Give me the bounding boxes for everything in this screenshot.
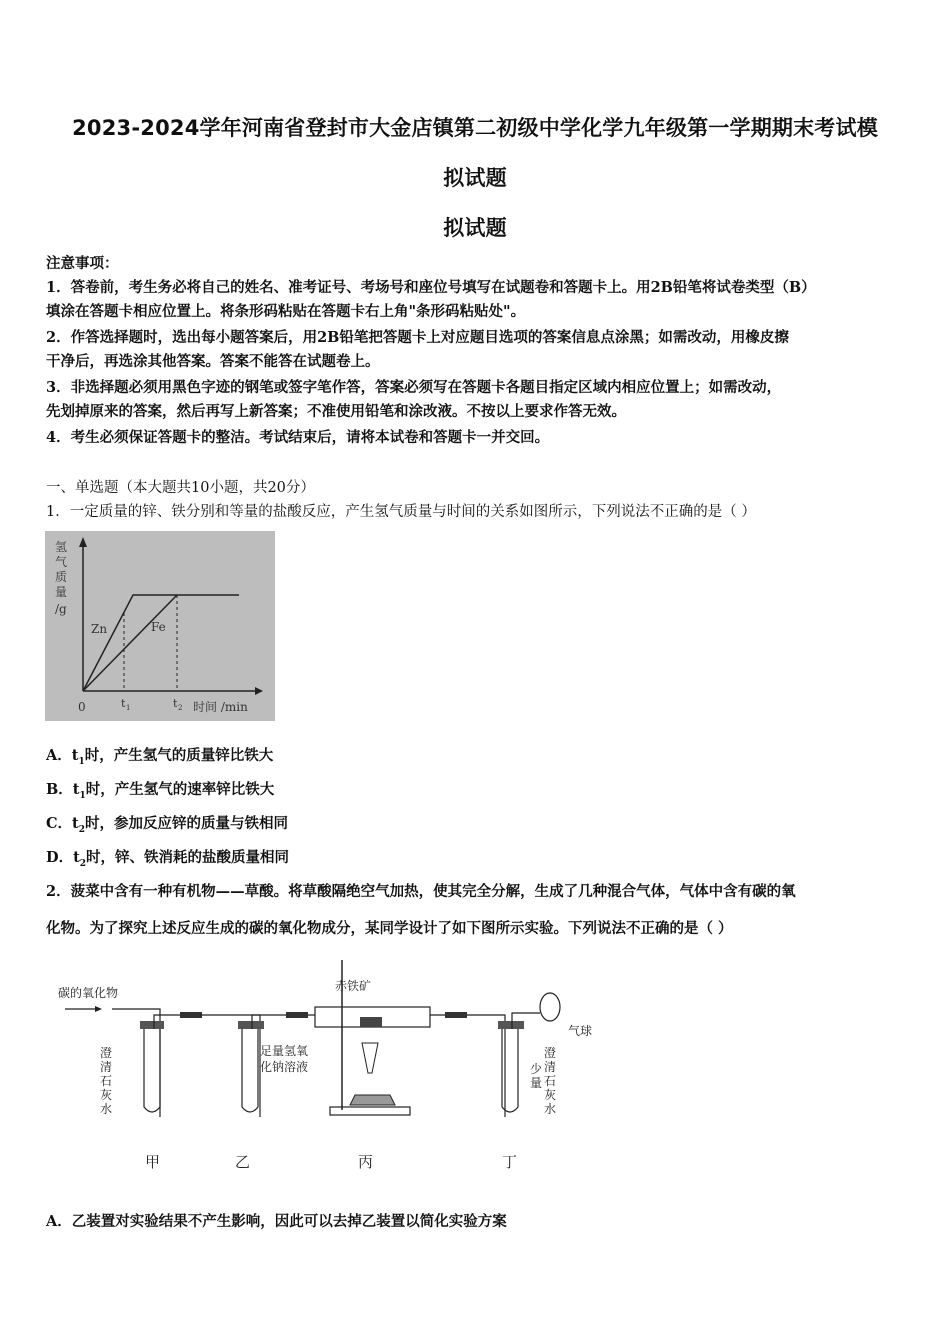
- option-subscript: 1: [79, 790, 86, 801]
- notice-line: 4．考生必须保证答题卡的整洁。考试结束后，请将本试卷和答题卡一并交回。: [46, 429, 550, 446]
- lamp-flame-cover: [362, 1043, 378, 1073]
- question-2-stem-line-1: 2．菠菜中含有一种有机物——草酸。将草酸隔绝空气加热，使其完全分解，生成了几种混合气体，气体中含有碳的氧: [46, 883, 796, 900]
- option-text: 时，参加反应锌的质量与铁相同: [85, 815, 289, 832]
- liquid-label-char: 澄: [100, 1046, 113, 1060]
- graph-svg: [45, 531, 275, 721]
- rubber-connector: [445, 1012, 467, 1018]
- zn-label: Zn: [91, 622, 108, 636]
- exam-title-line-2: 拟试题: [443, 166, 507, 190]
- balloon: [540, 993, 560, 1021]
- rubber-connector: [180, 1012, 202, 1018]
- liquid-label-char: 澄: [544, 1046, 557, 1060]
- option-text: 时，产生氢气的质量锌比铁大: [84, 747, 274, 764]
- yi-stopper: [238, 1021, 264, 1029]
- q1-option-d: [46, 846, 289, 869]
- hydrogen-mass-graph: [45, 531, 275, 721]
- zn-line: [83, 595, 239, 691]
- notice-line: 填涂在答题卡相应位置上。将条形码粘贴在答题卡右上角"条形码粘贴处"。: [46, 303, 526, 320]
- option-text: 时，产生氢气的速率锌比铁大: [85, 781, 275, 798]
- iron-ore-sample: [360, 1017, 382, 1027]
- liquid-label-char: 灰: [544, 1088, 557, 1102]
- t1-subscript: 1: [126, 704, 131, 712]
- fe-line: [83, 595, 177, 691]
- liquid-label-char: 灰: [100, 1088, 113, 1102]
- ding-stopper: [498, 1021, 524, 1029]
- yi-inlet-tube: [200, 1015, 260, 1117]
- rubber-connector: [286, 1012, 308, 1018]
- option-subscript: 2: [79, 858, 87, 869]
- notice-line: 2．作答选择题时，选出每小题答案后，用2B铅笔把答题卡上对应题目选项的答案信息点涂黑；如需改动，用橡皮擦: [46, 329, 789, 346]
- alcohol-lamp: [350, 1095, 395, 1105]
- exam-title-line-1: 2023-2024学年河南省登封市大金店镇第二初级中学化学九年级第一学期期末考试模: [72, 116, 878, 140]
- liquid-label-char: 清: [544, 1060, 557, 1074]
- apparatus-svg: [50, 945, 610, 1175]
- y-axis-arrow: [79, 537, 87, 547]
- liquid-label-char: 水: [100, 1102, 113, 1116]
- notice-line: 1．答卷前，考生务必将自己的姓名、准考证号、考场号和座位号填写在试题卷和答题卡上。用2B铅笔将试卷类型（B）: [46, 279, 816, 296]
- option-prefix: D．t: [46, 849, 80, 866]
- apparatus-label-ding: 丁: [502, 1153, 518, 1171]
- option-text: 时，锌、铁消耗的盐酸质量相同: [86, 849, 290, 866]
- jia-test-tube: [144, 1029, 160, 1112]
- yi-liquid-label: 化钠溶液: [260, 1060, 309, 1074]
- q2-option-a: A．乙装置对实验结果不产生影响，因此可以去掉乙装置以简化实验方案: [46, 1213, 507, 1230]
- apparatus-label-jia: 甲: [145, 1153, 161, 1171]
- t1-label: t: [121, 697, 126, 710]
- notice-heading: 注意事项：: [46, 255, 119, 272]
- t2-label: t: [173, 697, 178, 710]
- question-2-stem-line-2: 化物。为了探究上述反应生成的碳的氧化物成分，某同学设计了如下图所示实验。下列说法不正确的是（ ）: [46, 920, 733, 937]
- liquid-label-char: 清: [100, 1060, 113, 1074]
- option-prefix: B．t: [46, 781, 80, 798]
- notice-line: 先划掉原来的答案，然后再写上新答案；不准使用铅笔和涂改液。不按以上要求作答无效。: [46, 403, 626, 420]
- option-prefix: C．t: [46, 815, 79, 832]
- option-subscript: 2: [78, 824, 86, 835]
- ding-inlet-tube: [430, 1015, 505, 1117]
- origin-label: 0: [78, 700, 86, 714]
- inlet-arrowhead: [95, 1006, 102, 1012]
- t2-subscript: 2: [178, 704, 183, 712]
- ylabel-char: 量: [55, 585, 68, 599]
- section-heading: 一、单选题（本大题共10小题，共20分）: [46, 480, 315, 496]
- liquid-label-char: 水: [544, 1102, 557, 1116]
- notice-line: 3．非选择题必须用黑色字迹的钢笔或签字笔作答，答案必须写在答题卡各题目指定区域内相应位置上；如需改动，: [46, 379, 782, 396]
- amount-label-char: 量: [530, 1076, 543, 1090]
- x-axis-arrow: [255, 687, 263, 695]
- ylabel-char: 氢: [55, 540, 68, 554]
- xlabel: 时间 /min: [193, 700, 248, 714]
- notice-line: 干净后，再选涂其他答案。答案不能答在试题卷上。: [46, 353, 380, 370]
- amount-label-char: 少: [530, 1062, 543, 1076]
- yi-test-tube: [242, 1029, 258, 1112]
- option-prefix: A．t: [46, 747, 79, 764]
- option-subscript: 1: [78, 756, 85, 767]
- ylabel-char: 气: [55, 555, 68, 569]
- exam-title-line-3: 拟试题: [443, 216, 507, 240]
- jia-stopper: [140, 1021, 164, 1029]
- ylabel-char: /g: [55, 602, 67, 616]
- liquid-label-char: 石: [544, 1074, 557, 1088]
- apparatus-diagram: [50, 945, 610, 1175]
- apparatus-label-bing: 丙: [358, 1153, 374, 1171]
- q1-option-b: [46, 778, 274, 801]
- q1-option-a: [46, 744, 273, 767]
- balloon-label: 气球: [568, 1024, 593, 1038]
- ylabel-char: 质: [55, 570, 68, 584]
- inlet-label: 碳的氧化物: [58, 986, 119, 1000]
- yi-liquid-label: 足量氢氧: [260, 1044, 309, 1058]
- ore-label: 赤铁矿: [335, 979, 372, 993]
- fe-label: Fe: [151, 620, 166, 634]
- q1-option-c: [46, 812, 288, 835]
- liquid-label-char: 石: [100, 1074, 113, 1088]
- apparatus-label-yi: 乙: [235, 1153, 251, 1171]
- question-1-stem: 1．一定质量的锌、铁分别和等量的盐酸反应，产生氢气质量与时间的关系如图所示，下列说法不正确的是（ ）: [46, 504, 756, 520]
